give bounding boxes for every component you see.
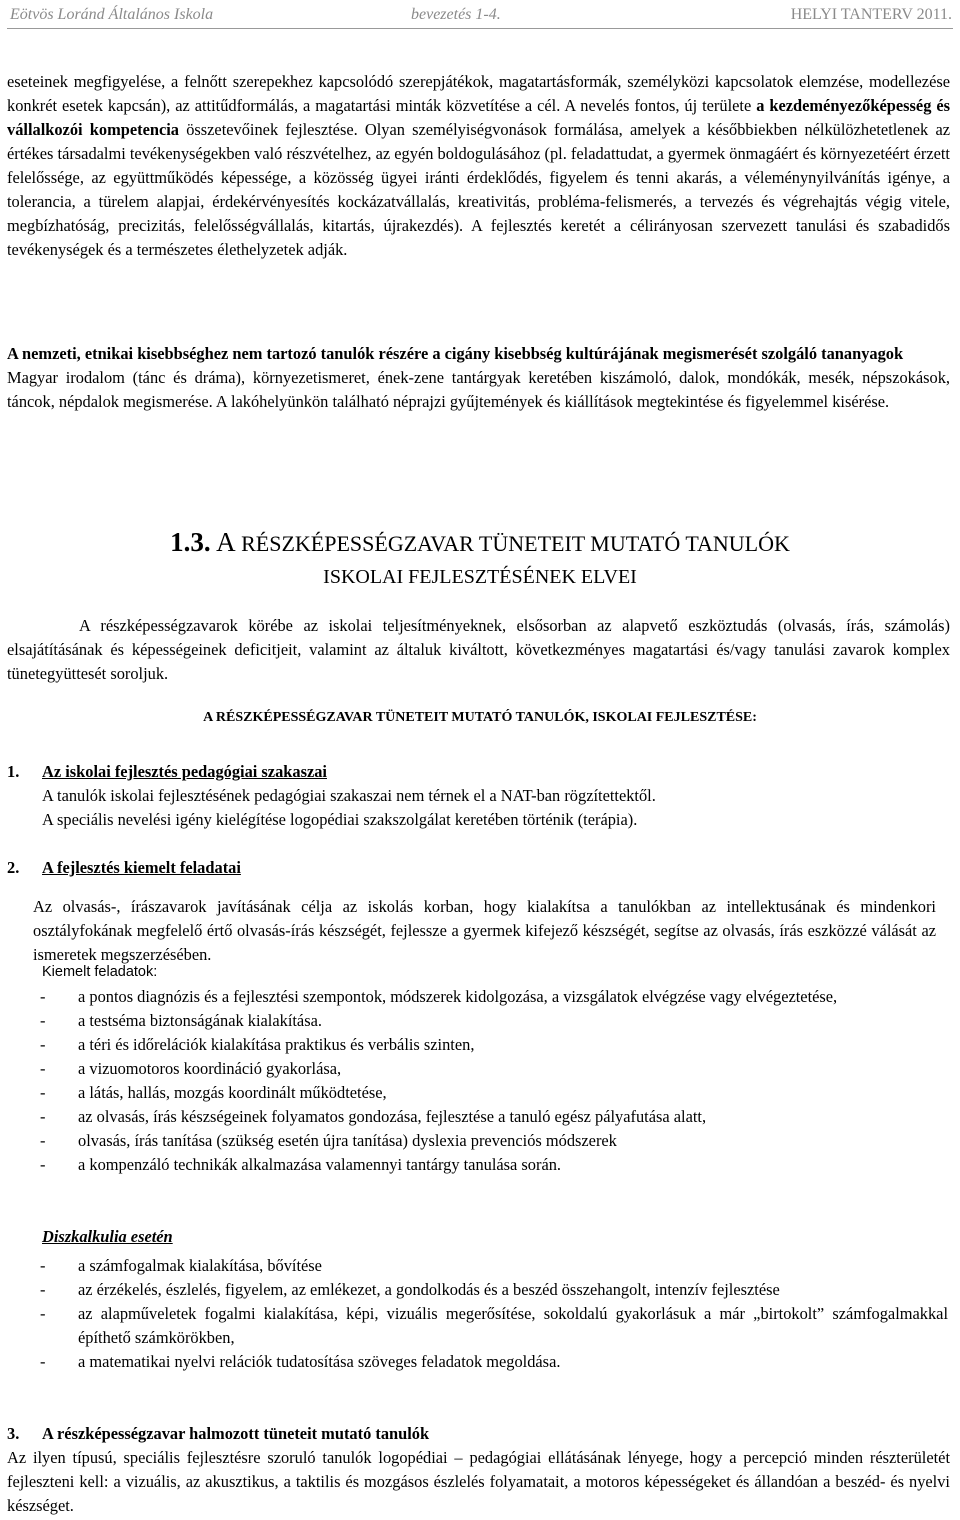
- section-subheading: A RÉSZKÉPESSÉGZAVAR TÜNETEIT MUTATÓ TANULÓK, ISKOLAI FEJLESZTÉSE:: [203, 710, 757, 725]
- list-item: - olvasás, írás tanítása (szükség esetén újra tanítása) dyslexia prevenciós módszerek: [40, 1131, 617, 1150]
- item3-heading: [7, 1422, 429, 1446]
- item2-number: 2.: [7, 858, 20, 877]
- section-intro-text: A részképességzavarok körébe az iskolai teljesítményeknek, elsősorban az alapvető eszköztudás (olvasás, írás, számolás) elsajátításának és képességeinek deficitjeit, valamint az általuk kiváltott, következményes magatartási és/vagy tanulási zavarok komplex tünetegyüttesét soroljuk.: [7, 616, 950, 683]
- dyscalculia-title: Diszkalkulia esetén: [42, 1227, 173, 1246]
- item2-title: A fejlesztés kiemelt feladatai: [42, 858, 241, 877]
- list-item: - a látás, hallás, mozgás koordinált működtetése,: [40, 1083, 387, 1102]
- header-section: bevezetés 1-4.: [411, 6, 501, 23]
- tasks-list: [40, 985, 948, 1177]
- minority-text: Magyar irodalom (tánc és dráma), környezetismeret, ének-zene tantárgyak keretében kiszámoló, dalok, mondókák, mesék, népszokások, táncok, népdalok megismerése. A lakóhelyünkön található néprajzi gyűjtemények és kiállítások megtekintése és figyelemmel kisérése.: [7, 368, 950, 411]
- list-item: - az érzékelés, észlelés, figyelem, az emlékezet, a gondolkodás és a beszéd összehangolt, intenzív fejlesztése: [40, 1280, 780, 1299]
- list-item: - az olvasás, írás készségeinek folyamatos gondozása, fejlesztése a tanuló egész pályafutása alatt,: [40, 1107, 707, 1126]
- intro-text-bold: a kezdeményezőképesség és vállalkozói kompetencia: [7, 96, 950, 139]
- intro-paragraph: [7, 70, 950, 262]
- minority-section: [7, 342, 950, 414]
- tasks-label: Kiemelt feladatok:: [42, 964, 158, 980]
- page-header: [10, 6, 952, 26]
- section-heading: [0, 526, 960, 560]
- item1-title: Az iskolai fejlesztés pedagógiai szakaszai: [42, 762, 327, 781]
- section-subtitle: ISKOLAI FEJLESZTÉSÉNEK ELVEI: [323, 566, 637, 588]
- item3-paragraph: [7, 1446, 950, 1518]
- intro-text-part2: összetevőinek fejlesztése. Olyan személyiségvonások formálása, amelyek a későbbiekben nélkülözhetetlenek az értékes társadalmi tevékenységekben való részvételhez, az egyén boldogulásához (pl. feladattudat, a gyermek önmagáért és környezetéért érzett felelőssége, az együttműködés képessége, a közösség ügyei iránti érdeklődés, figyelem és tenni akarás, a véleménynyilvánítás igénye, a tolerancia, a türelem alapjai, érdekérvényesítés kockázatvállalás, kreativitás, probléma-felismerés, a tervezés és végrehajtás végig vitele, megbízhatóság, precizitás, felelősségvállalás, kitartás, újrakezdés). A fejlesztés keretét a célirányosan szervezett tanulási és szabadidős tevékenységek és a természetes élethelyzetek adják.: [7, 120, 950, 259]
- section-intro-paragraph: [7, 614, 950, 686]
- section-title-first-letter: A: [216, 527, 236, 557]
- item2-paragraph: [33, 879, 936, 984]
- header-document-title: HELYI TANTERV 2011.: [790, 6, 952, 23]
- section-number: 1.3.: [170, 527, 211, 557]
- header-divider: [7, 28, 953, 29]
- list-item: - a kompenzáló technikák alkalmazása valamennyi tantárgy tanulása során.: [40, 1155, 562, 1174]
- item1-line1: A tanulók iskolai fejlesztésének pedagógiai szakaszai nem térnek el a NAT-ban rögzítettektől.: [42, 786, 656, 805]
- item2-heading: [7, 856, 241, 880]
- item1-line2: A speciális nevelési igény kielégítése logopédiai szakszolgálat keretében történik (terápia).: [42, 810, 638, 829]
- list-item: - a pontos diagnózis és a fejlesztési szempontok, módszerek kidolgozása, a vizsgálatok elvégzése vagy elvégeztetése,: [40, 987, 838, 1006]
- section-title: RÉSZKÉPESSÉGZAVAR TÜNETEIT MUTATÓ TANULÓK: [241, 531, 790, 556]
- item3-title: A részképességzavar halmozott tüneteit mutató tanulók: [42, 1424, 430, 1443]
- list-item: - a számfogalmak kialakítása, bővítése: [40, 1256, 322, 1275]
- item1-heading: [7, 760, 327, 784]
- list-item: - a téri és időrelációk kialakítása praktikus és verbális szinten,: [40, 1035, 475, 1054]
- list-item: - az alapműveletek fogalmi kialakítása, képi, vizuális megerősítése, sokoldalú gyakorlásuk a már „birtokolt” számfogalmakkal építhető számkörökben,: [40, 1304, 948, 1347]
- dyscalculia-list: [40, 1254, 948, 1374]
- minority-title: A nemzeti, etnikai kisebbséghez nem tartozó tanulók részére a cigány kisebbség kultúrájának megismerését szolgáló tananyagok: [7, 344, 904, 363]
- list-item: - a testséma biztonságának kialakítása.: [40, 1011, 322, 1030]
- item3-text: Az ilyen típusú, speciális fejlesztésre szoruló tanulók logopédiai – pedagógiai ellátásának lényege, hogy a percepció minden részterületét fejleszteni kell: a vizuális, az akusztikus, a taktilis és mozgásos észlelés folyamatait, a motoros képességeket és állandóan a beszéd- és nyelvi készséget.: [7, 1448, 950, 1515]
- item2-text: Az olvasás-, írászavarok javításának célja az iskolás korban, hogy kialakítsa a tanulókban az intellektusának és mindenkori osztályfokának megfelelő értő olvasás-írás készségét, fejlessze a gyermek kifejező készségét, segítse az olvasás, írás eszközzé válását az ismeretek megszerzésében.: [33, 897, 936, 965]
- item1-number: 1.: [7, 762, 20, 781]
- list-item: - a matematikai nyelvi relációk tudatosítása szöveges feladatok megoldása.: [40, 1352, 561, 1371]
- intro-text-part1: eseteinek megfigyelése, a felnőtt szerepekhez kapcsolódó szerepjátékok, magatartásformák, személyközi kapcsolatok elemzése, modellezése konkrét esetek kapcsán), az attitűdformálás, a magatartási minták közvetítése a cél. A nevelés fontos, új területe: [7, 72, 950, 115]
- item3-number: 3.: [7, 1424, 20, 1443]
- list-item: - a vizuomotoros koordináció gyakorlása,: [40, 1059, 342, 1078]
- header-school-name: Eötvös Loránd Általános Iskola: [10, 6, 214, 23]
